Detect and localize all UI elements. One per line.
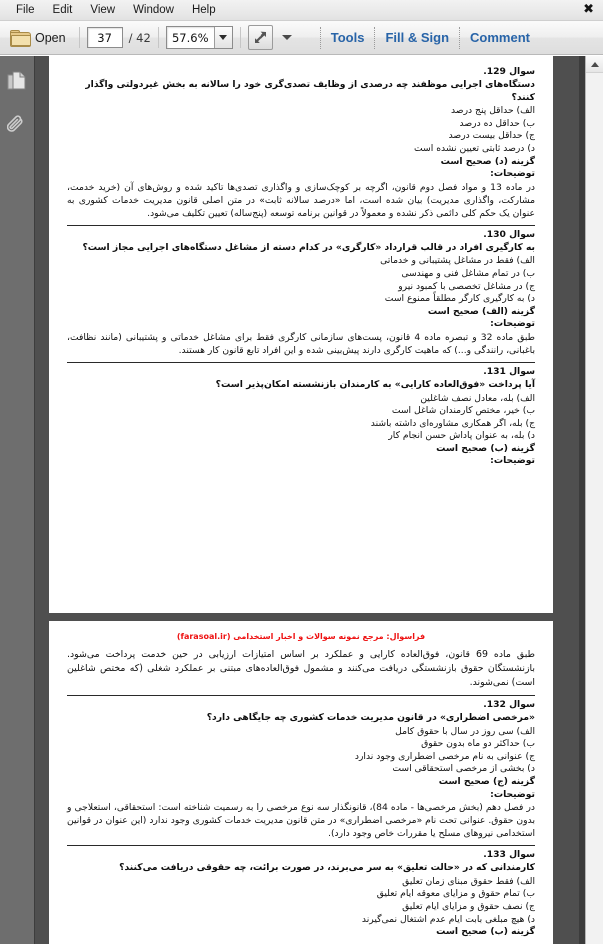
question-number: سوال 131. xyxy=(483,365,535,377)
chevron-down-icon xyxy=(219,35,227,40)
menu-bar xyxy=(0,0,603,21)
toolbar-divider-1 xyxy=(79,27,80,48)
question-divider xyxy=(67,845,535,846)
page-number-input[interactable]: 37 xyxy=(87,27,123,48)
question-text: دستگاه‌های اجرایی موظفند چه درصدی از وظایف تصدی‌گری خود را سالانه به بخش غیردولتی واگذار کنند؟ xyxy=(85,79,535,103)
option-b: ب) حداکثر دو ماه بدون حقوق xyxy=(421,738,535,750)
option-a: الف) حداقل پنج درصد xyxy=(450,105,535,117)
toolbar-divider-3 xyxy=(240,27,241,48)
fill-and-sign-button[interactable]: Fill & Sign xyxy=(385,30,450,45)
work-area xyxy=(0,56,603,944)
question-number: سوال 130. xyxy=(483,228,535,240)
intro-paragraph: طبق ماده 69 قانون، فوق‌العاده کارایی و عملکرد بر اساس امتیازات ارزیابی در حین خدمت پرداخت می‌شود. بازنشستگان حقوق بازنشستگی دریافت می‌کنند و مشمول فوق‌العاده‌های مبتنی بر عملکرد شغلی (که مختص شاغلین است) نمی‌شوند. xyxy=(67,649,535,688)
question-block-133 xyxy=(67,849,535,939)
option-a: الف) فقط در مشاغل پشتیبانی و خدماتی xyxy=(380,255,535,267)
toolbar-divider-2 xyxy=(158,27,159,48)
navigation-pane xyxy=(0,56,35,944)
zoom-value[interactable]: 57.6% xyxy=(167,27,214,48)
option-c: ج) عنوانی به نام مرخصی اضطراری وجود ندارد xyxy=(354,750,535,762)
option-d: د) هیچ مبلغی بابت ایام عدم اشتغال نمی‌گیرند xyxy=(361,913,535,925)
toolbar xyxy=(0,21,603,55)
question-text: «مرخصی اضطراری» در قانون مدیریت خدمات کشوری چه جایگاهی دارد؟ xyxy=(206,712,535,723)
question-number: سوال 129. xyxy=(483,66,535,77)
explanation-text: در فصل دهم (بخش مرخصی‌ها - ماده 84)، قانونگذار سه نوع مرخصی را به رسمیت شناخته است: استحقاقی، استعلاجی و بدون حقوق. عنوانی تحت نام «مرخصی اضطراری» در متن قانون مدیریت خدمات کشوری وجود ندارد (این عنوان در قوانین استخدامی نیروهای مسلح یا مقررات خاص وجود دارد). xyxy=(67,802,535,840)
option-c: ج) در مشاغل تخصصی با کمبود نیرو xyxy=(398,280,535,292)
question-block-130 xyxy=(67,229,535,357)
question-divider xyxy=(67,362,535,363)
site-watermark: فراسوال: مرجع نمونه سوالات و اخبار استخدامی (farasoal.ir) xyxy=(176,632,426,641)
page-1-content xyxy=(67,66,535,468)
answer-line: گزینه (ج) صحیح است xyxy=(438,775,535,787)
question-block-129 xyxy=(67,66,535,220)
option-c: ج) نصف حقوق و مزایای ایام تعلیق xyxy=(402,900,535,912)
option-c: ج) حداقل بیست درصد xyxy=(448,130,535,142)
explanation-text: در ماده 13 و مواد فصل دوم قانون، اگرچه بر کوچک‌سازی و واگذاری تصدی‌ها تاکید شده و روش‌های آن (خرید خدمت، مشارکت، واگذاری مدیریت) بیان شده است، اما «درصد سالانه ثابت» در متن اصلی قانون مدیریت خدمات کشوری به عنوان یک حکم کلی دائمی ذکر نشده و معمولاً در قوانین برنامه توسعه (پنج‌ساله) تعیین تکلیف می‌شود. xyxy=(67,181,535,219)
zoom-dropdown-button[interactable] xyxy=(214,27,232,48)
page-gap xyxy=(35,613,579,621)
question-text: آیا پرداخت «فوق‌العاده کارایی» به کارمندان بازنشسته امکان‌پذیر است؟ xyxy=(215,378,535,390)
open-button-label: Open xyxy=(35,30,66,45)
explanation-label: توضیحات: xyxy=(490,168,535,180)
open-button[interactable] xyxy=(0,24,72,52)
option-d: د) بخشی از مرخصی استحقاقی است xyxy=(392,763,535,775)
option-d: د) به کارگیری کارگر مطلقاً ممنوع است xyxy=(384,293,535,305)
page-total-label: / 42 xyxy=(128,30,151,45)
menu-item-file[interactable]: File xyxy=(16,4,35,16)
explanation-text: طبق ماده 32 و تبصره ماده 4 قانون، پست‌های سازمانی کارگری فقط برای مشاغل خدماتی و پشتیبانی (مانند نظافت، باغبانی، رانندگی و...) که ماهیت کارگری دارند پیش‌بینی شده و این افراد تابع قانون کار هستند. xyxy=(67,331,535,356)
menu-item-help[interactable]: Help xyxy=(191,4,216,16)
question-text: کارمندانی که در «حالت تعلیق» به سر می‌برند، در صورت برائت، چه حقوقی دریافت می‌کنند؟ xyxy=(119,862,535,874)
option-b: ب) خیر، مختص کارمندان شاغل است xyxy=(391,405,535,417)
option-d: د) درصد ثابتی تعیین نشده است xyxy=(414,142,535,154)
menu-item-window[interactable]: Window xyxy=(133,4,174,16)
toolbar-overflow-chevron-icon[interactable] xyxy=(282,35,292,40)
option-a: الف) فقط حقوق مبنای زمان تعلیق xyxy=(402,875,535,887)
triangle-up-icon xyxy=(591,62,599,67)
option-b: ب) تمام حقوق و مزایای معوقه ایام تعلیق xyxy=(376,888,535,900)
tools-button[interactable]: Tools xyxy=(330,30,365,45)
attachments-button[interactable] xyxy=(5,112,29,138)
option-c: ج) بله، اگر همکاری مشاوره‌ای داشته باشند xyxy=(370,417,535,429)
menu-item-view[interactable]: View xyxy=(90,4,116,16)
option-b: ب) در تمام مشاغل فنی و مهندسی xyxy=(401,267,535,279)
option-d: د) بله، به عنوان پاداش حسن انجام کار xyxy=(388,430,535,442)
page-thumbnails-button[interactable] xyxy=(5,68,29,94)
question-text: به کارگیری افراد در قالب قرارداد «کارگری» در کدام دسته از مشاغل دستگاه‌های اجرایی مجاز است؟ xyxy=(82,241,535,253)
explanation-label: توضیحات: xyxy=(490,318,535,330)
question-divider xyxy=(67,695,535,696)
option-a: الف) بله، معادل نصف شاغلین xyxy=(420,392,535,404)
question-block-131 xyxy=(67,366,535,468)
page-navigation xyxy=(87,21,151,54)
scrollbar-track[interactable] xyxy=(586,73,603,944)
folder-open-icon xyxy=(10,30,29,45)
answer-line: گزینه (الف) صحیح است xyxy=(427,305,535,317)
document-viewport[interactable] xyxy=(35,56,579,944)
answer-line: گزینه (ب) صحیح است xyxy=(436,442,535,454)
expand-arrows-icon xyxy=(253,30,268,45)
question-block-132 xyxy=(67,699,535,840)
comment-button[interactable]: Comment xyxy=(470,30,530,45)
question-divider xyxy=(67,225,535,226)
paperclip-icon xyxy=(7,114,27,136)
answer-line: گزینه (ب) صحیح است xyxy=(436,926,535,938)
toolbar-divider-6 xyxy=(459,27,460,49)
pdf-page-2 xyxy=(49,621,553,944)
toolbar-divider-5 xyxy=(374,27,375,49)
close-icon[interactable]: ✖ xyxy=(583,2,594,17)
menu-item-edit[interactable]: Edit xyxy=(52,4,73,16)
zoom-control[interactable] xyxy=(166,26,233,49)
answer-line: گزینه (د) صحیح است xyxy=(440,155,535,167)
scroll-up-button[interactable] xyxy=(586,56,603,73)
explanation-label: توضیحات: xyxy=(490,455,535,467)
option-a: الف) سی روز در سال با حقوق کامل xyxy=(395,725,535,737)
explanation-label: توضیحات: xyxy=(490,788,535,800)
pdf-page-1 xyxy=(49,56,553,613)
toolbar-divider-4 xyxy=(320,27,321,49)
question-number: سوال 133. xyxy=(483,849,535,861)
vertical-scrollbar[interactable] xyxy=(585,56,603,944)
option-b: ب) حداقل ده درصد xyxy=(459,117,535,129)
page-thumbnails-icon xyxy=(7,70,27,92)
question-number: سوال 132. xyxy=(483,699,535,710)
fit-page-button[interactable] xyxy=(248,25,273,50)
page-2-content xyxy=(67,631,535,939)
